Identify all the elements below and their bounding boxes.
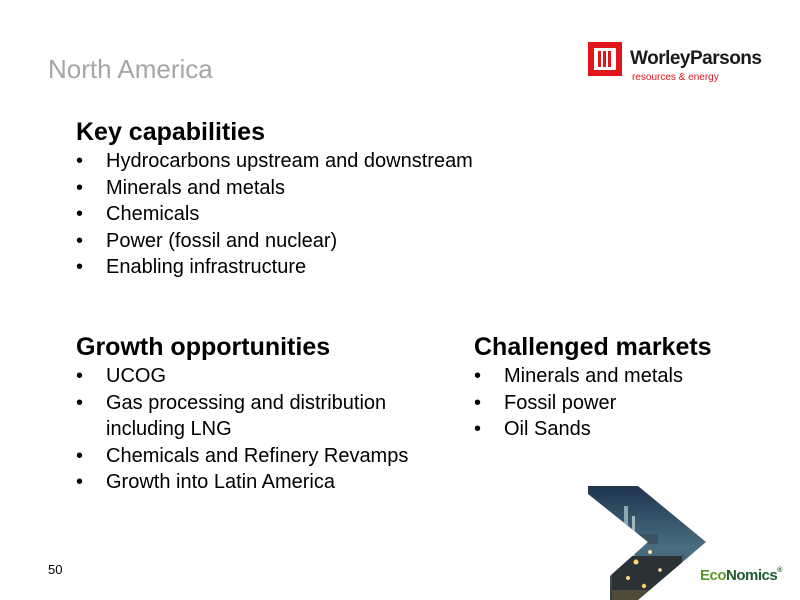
economics-nomics: Nomics <box>726 567 778 584</box>
key-capabilities-list <box>76 148 596 281</box>
list-item: • Oil Sands <box>474 416 774 443</box>
page-number: 50 <box>48 562 63 577</box>
list-item: • Hydrocarbons upstream and downstream <box>76 148 596 175</box>
growth-opportunities-list <box>76 363 446 496</box>
worleyparsons-logo <box>588 40 778 86</box>
challenged-markets-list <box>474 363 774 443</box>
challenged-markets-heading: Challenged markets <box>474 333 712 361</box>
list-item: • Gas processing and distribution including LNG <box>76 390 446 443</box>
list-item: • Chemicals and Refinery Revamps <box>76 443 446 470</box>
economics-logo <box>700 567 782 584</box>
refinery-chevron-image <box>588 486 708 600</box>
logo-tagline: resources & energy <box>632 72 719 83</box>
economics-eco: Eco <box>700 567 727 584</box>
list-item: • Minerals and metals <box>76 175 596 202</box>
list-item: • Enabling infrastructure <box>76 254 596 281</box>
registered-mark: ® <box>777 567 782 574</box>
list-item: • Chemicals <box>76 201 596 228</box>
logo-name: WorleyParsons <box>630 48 762 69</box>
list-item: • Fossil power <box>474 390 774 417</box>
list-item: • Growth into Latin America <box>76 469 446 496</box>
worleyparsons-emblem-icon <box>588 42 622 76</box>
slide-title: North America <box>48 54 213 84</box>
key-capabilities-heading: Key capabilities <box>76 118 265 146</box>
list-item: • Power (fossil and nuclear) <box>76 228 596 255</box>
growth-opportunities-heading: Growth opportunities <box>76 333 331 361</box>
list-item: • Minerals and metals <box>474 363 774 390</box>
list-item: • UCOG <box>76 363 446 390</box>
